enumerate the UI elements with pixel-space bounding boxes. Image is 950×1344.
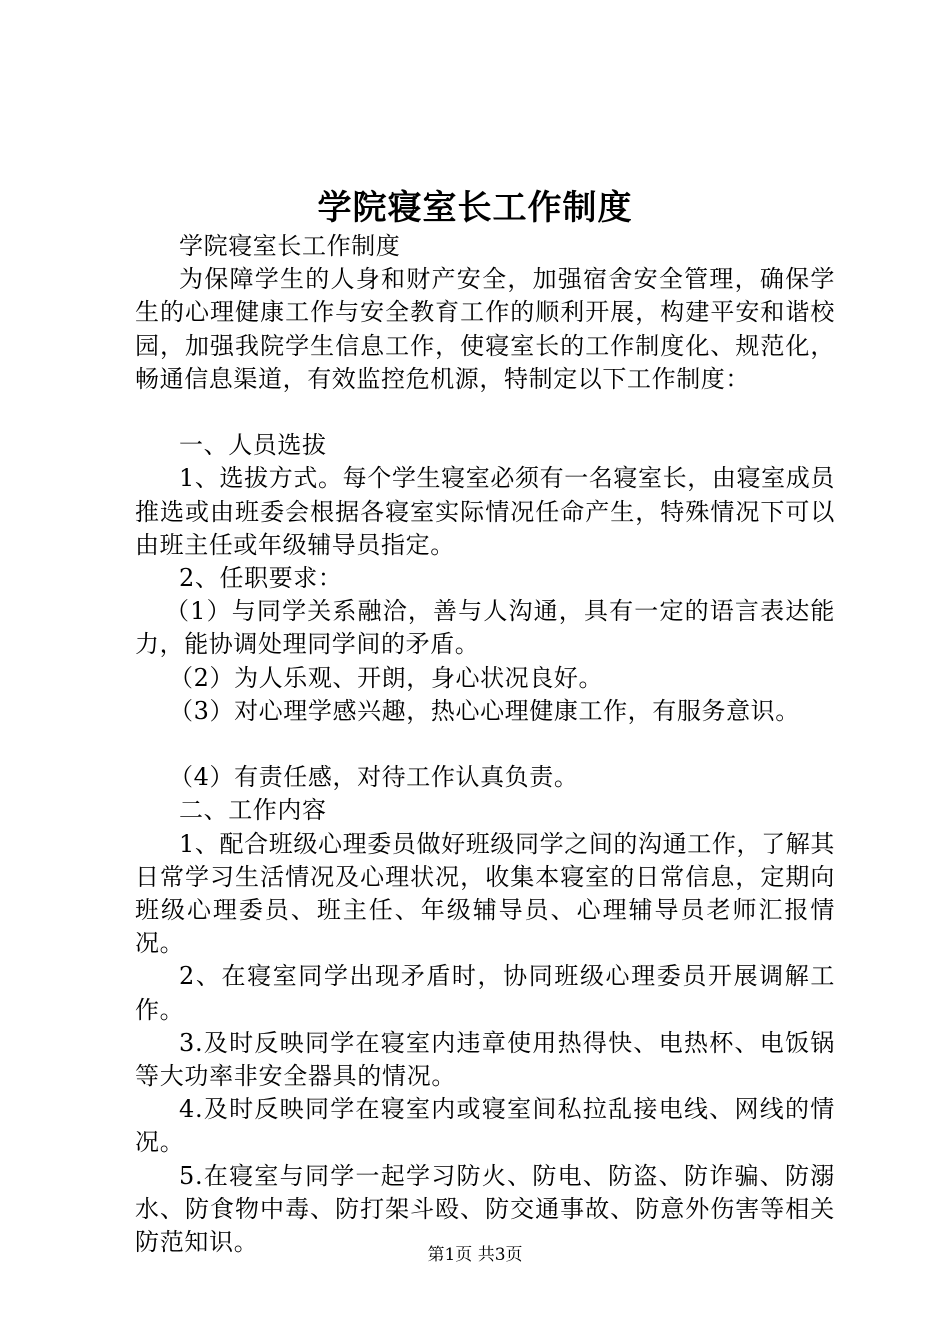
requirement-item-4: （4）有责任感，对待工作认真负责。	[169, 763, 579, 792]
intro-paragraph: 为保障学生的人身和财产安全，加强宿舍安全管理，确保学生的心理健康工作与安全教育工作的顺利开展，构建平安和谐校园，加强我院学生信息工作，使寝室长的工作制度化、规范化，畅通信息渠道，有效监控危机源，特制定以下工作制度：	[135, 265, 835, 393]
work-item-2: 2、在寝室同学出现矛盾时，协同班级心理委员开展调解工作。	[135, 962, 835, 1024]
work-item-3: 3.及时反映同学在寝室内违章使用热得快、电热杯、电饭锅等大功率非安全器具的情况。	[135, 1028, 835, 1091]
requirement-item-3: （3）对心理学感兴趣，热心心理健康工作，有服务意识。	[169, 696, 800, 725]
section-heading-selection: 一、人员选拔	[179, 431, 327, 460]
document-title: 学院寝室长工作制度	[317, 188, 633, 228]
blank-line	[135, 396, 835, 429]
selection-method-paragraph: 1、选拔方式。每个学生寝室必须有一名寝室长，由寝室成员推选或由班委会根据各寝室实际情况任命产生，特殊情况下可以由班主任或年级辅导员指定。	[135, 464, 835, 559]
section-heading-work-content: 二、工作内容	[179, 796, 327, 825]
work-item-5: 5.在寝室与同学一起学习防火、防电、防盗、防诈骗、防溺水、防食物中毒、防打架斗殴、防交通事故、防意外伤害等相关防范知识。	[135, 1161, 835, 1257]
work-item-1: 1、配合班级心理委员做好班级同学之间的沟通工作，了解其日常学习生活情况及心理状况，收集本寝室的日常信息，定期向班级心理委员、班主任、年级辅导员、心理辅导员老师汇报情况。	[135, 829, 835, 958]
page-footer: 第1页 共3页	[427, 1245, 523, 1265]
requirements-heading: 2、任职要求：	[179, 564, 343, 593]
document-body	[135, 230, 835, 1259]
requirement-item-2: （2）为人乐观、开朗，身心状况良好。	[169, 663, 604, 692]
subtitle-paragraph: 学院寝室长工作制度	[179, 232, 401, 260]
requirement-item-1: （1）与同学关系融洽，善与人沟通，具有一定的语言表达能力，能协调处理同学间的矛盾。	[135, 597, 835, 659]
work-item-4: 4.及时反映同学在寝室内或寝室间私拉乱接电线、网线的情况。	[135, 1095, 835, 1157]
blank-line	[135, 728, 835, 761]
